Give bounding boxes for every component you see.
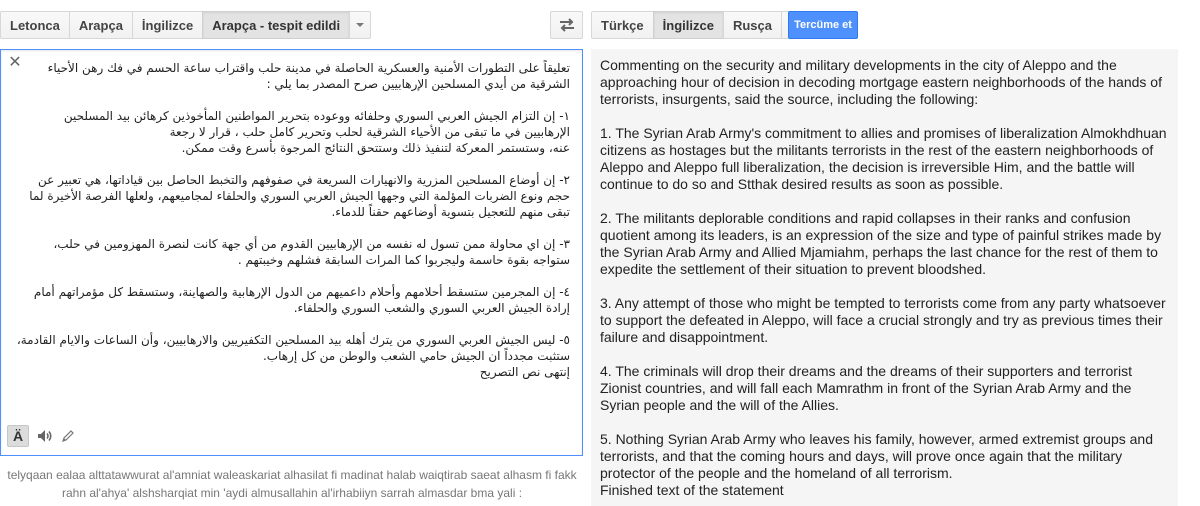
result-text: [600, 57, 1168, 499]
source-paragraph: ٢- إن أوضاع المسلحين المزرية والانهيارات السريعة في صفوفهم والتخبط الحاصل بين قياداتها، هي تعبير عن حجم ونوع الضربات المؤلمة التي وجهها الجيش العربي السوري والحلفاء لمجاميعهم، ولعلها الفرصة الأخيرة لما تبقى منهم للتعجيل بتسوية أوضاعهم حقناً للدماء.: [29, 173, 570, 219]
source-paragraph: ١- إن التزام الجيش العربي السوري وحلفائه ووعوده بتحرير المواطنين المأخوذين كرهائن بيد المسلحين الإرهابيين في ما تبقى من الأحياء الشرقية لحلب وتحرير كامل حلب ، قرار لا رجعة عنه، وستستمر المعركة لتنفيذ ذلك وستتحق النتائج المرجوة بأسرع وقت ممكن.: [63, 109, 570, 155]
source-lang-arabic[interactable]: Arapça: [69, 11, 132, 39]
pencil-icon[interactable]: [61, 425, 75, 447]
source-lang-detected[interactable]: Arapça - tespit edildi: [202, 11, 349, 39]
source-lang-latvian[interactable]: Letonca: [0, 11, 69, 39]
source-textarea[interactable]: [0, 49, 583, 456]
target-lang-turkish[interactable]: Türkçe: [591, 11, 653, 39]
source-paragraph: ٣- إن اي محاولة ممن تسول له نفسه من الإرهابيين القدوم من أي جهة كانت لنصرة المهزومين في حلب، ستواجه بقوة حاسمة وليجربوا كما المرات السابقة فشلهم وخيبتهم .: [53, 237, 570, 267]
target-language-bar: [591, 11, 803, 39]
swap-arrows-icon: [558, 18, 576, 32]
translation-result: [591, 49, 1178, 506]
speaker-icon[interactable]: [37, 425, 53, 447]
result-paragraph: 5. Nothing Syrian Arab Army who leaves his family, however, armed extremist groups and terrorists, and that the coming hours and days, will prove once again that the military protector of the people and the homeland of all terrorism. Finished text of the statement: [600, 431, 1153, 498]
result-paragraph: 4. The criminals will drop their dreams and the dreams of their supporters and terrorist Zionist countries, and will fall each Mamrathm in front of the Syrian Arab Army and the Syrian people and the will of the Allies.: [600, 363, 1132, 413]
translate-button[interactable]: Tercüme et: [788, 11, 858, 39]
source-text[interactable]: [15, 60, 570, 415]
source-paragraph: ٥- ليس الجيش العربي السوري من يترك أهله بيد المسلحين التكفيريين والارهابيين، وأن الساعات والايام القادمة، ستثبت مجدداً ان الجيش حامي الشعب والوطن من كل إرهاب. إنتهى نص التصريح: [16, 333, 570, 379]
result-paragraph: 2. The militants deplorable conditions and rapid collapses in their ranks and confusion quotient among its leaders, is an expression of the size and type of painful strikes made by the Syrian Arab Army and Allied Mjamiahm, perhaps the last chance for the rest of them to expedite the settlement of their situation to prevent bloodshed.: [600, 210, 1162, 277]
result-paragraph: 3. Any attempt of those who might be tempted to terrorists come from any party whatsoever to support the defeated in Aleppo, will face a crucial strongly and try as previous times their failure and disappointment.: [600, 295, 1166, 345]
result-paragraph: Commenting on the security and military developments in the city of Aleppo and the approaching hour of decision in decoding mortgage eastern neighborhoods of the hands of terrorists, insurgents, said the source, including the following:: [600, 57, 1162, 107]
transliteration-text: telyqaan ealaa alttatawwurat al'amniat waleaskariat alhasilat fi madinat halab waiqtirab saeat alhasm fi fakk rahn al'ahya' alshsharqiat min 'aydi almusallahin al'irhabiiyn sarrah almasdar bma yali :: [7, 468, 577, 500]
chevron-down-icon: [356, 23, 364, 27]
result-paragraph: 1. The Syrian Arab Army's commitment to allies and promises of liberalization Almokhdhuan citizens as hostages but the militants terrorists in the rest of the eastern neighborhoods of Aleppo and Aleppo full liberalization, the decision is irreversible Him, and the battle will continue to do so and Stthak desired results as soon as possible.: [600, 125, 1167, 192]
source-paragraph: ٤- إن المجرمين ستسقط أحلامهم وأحلام داعميهم من الدول الإرهابية والصهاينة، وستسقط كل مؤمراتهم أمام إرادة الجيش العربي السوري والشعب السوري والحلفاء.: [33, 285, 570, 315]
keyboard-icon[interactable]: Ä: [7, 425, 29, 447]
source-lang-english[interactable]: İngilizce: [132, 11, 202, 39]
target-lang-english[interactable]: İngilizce: [653, 11, 723, 39]
source-language-bar: [0, 11, 371, 39]
close-icon[interactable]: ✕: [8, 54, 22, 71]
source-lang-dropdown[interactable]: [349, 11, 371, 39]
source-toolbar: [7, 425, 75, 447]
source-paragraph: تعليقاً على التطورات الأمنية والعسكرية الحاصلة في مدينة حلب واقتراب ساعة الحسم في فك رهن الأحياء الشرقية من أيدي المسلحين الإرهابيين صرح المصدر بما يلي :: [47, 61, 570, 91]
swap-languages-button[interactable]: [550, 11, 583, 39]
target-lang-russian[interactable]: Rusça: [723, 11, 781, 39]
